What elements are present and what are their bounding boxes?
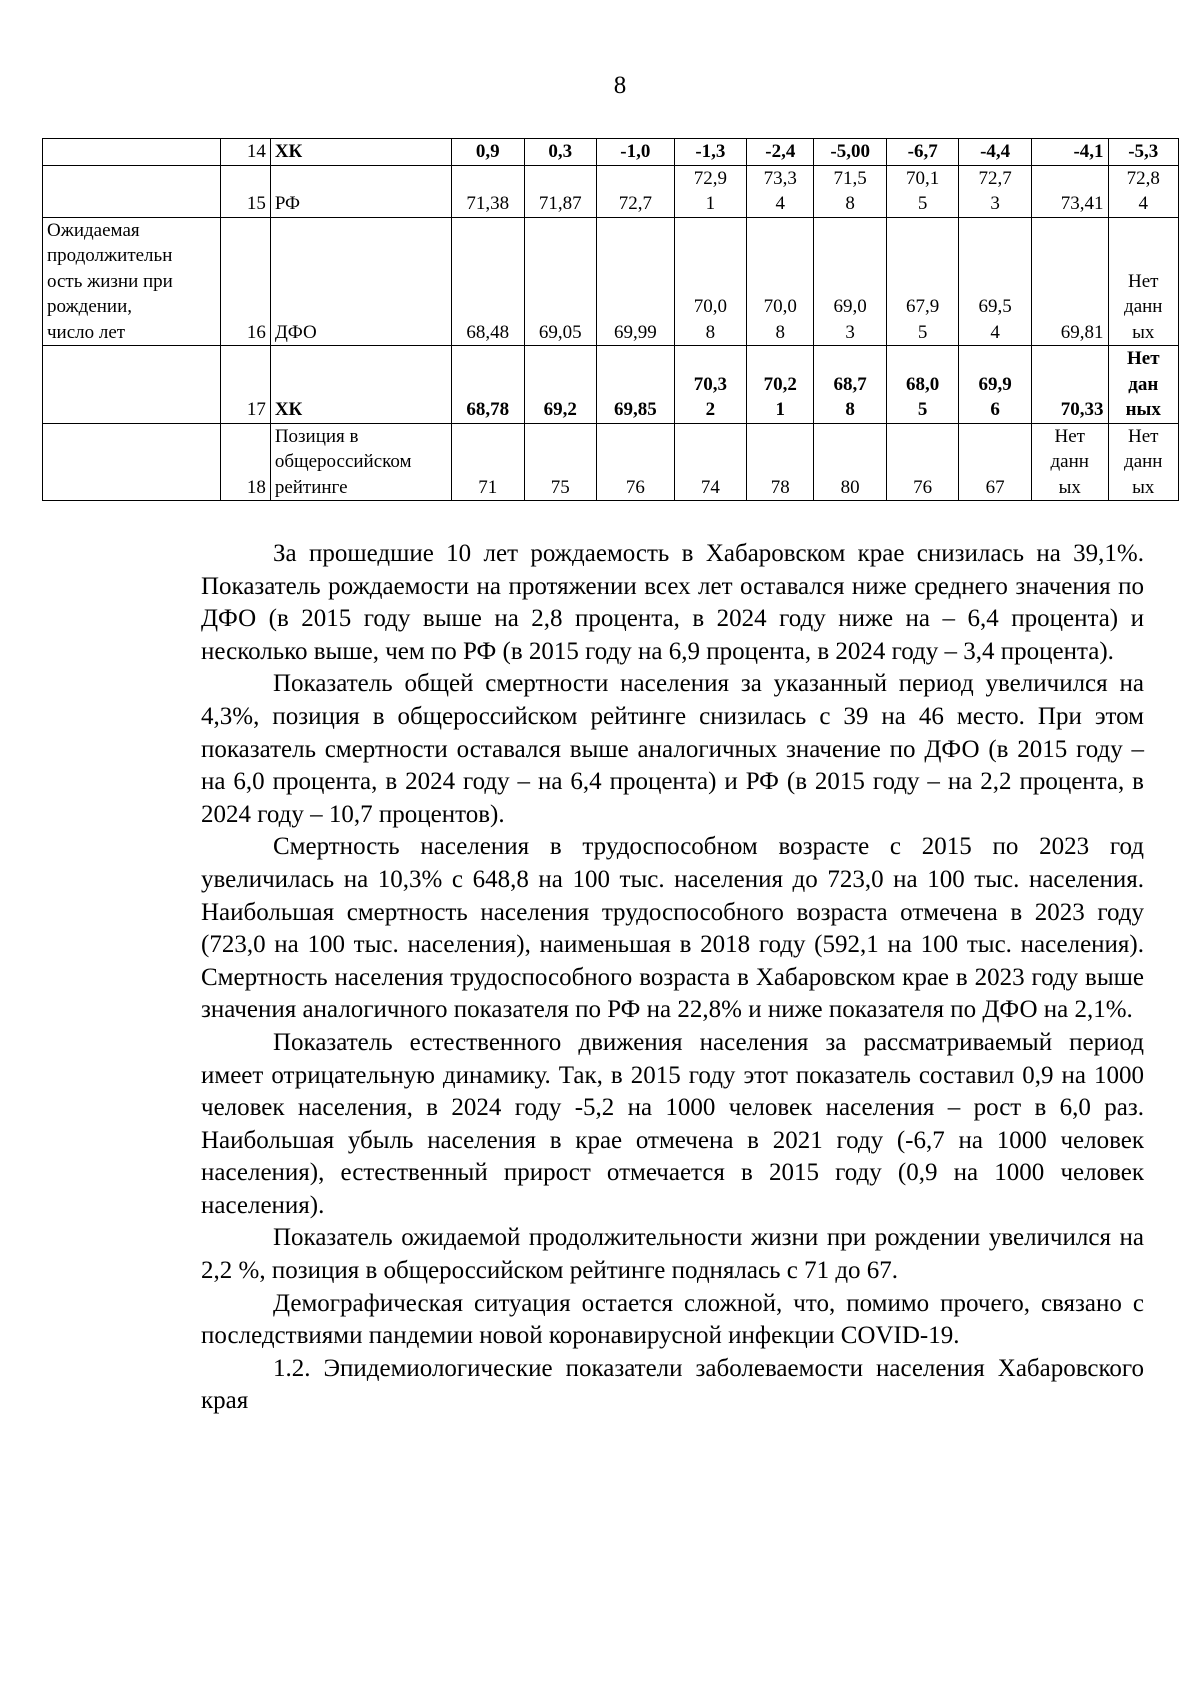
value-cell: 71 [452,423,524,501]
value-cell: 72,7 3 [959,165,1031,217]
value-cell: 0,9 [452,139,524,166]
row-number-cell: 17 [221,346,271,424]
paragraph: Показатель естественного движения населения за рассматриваемый период имеет отрицательную динамику. Так, в 2015 году этот показатель составил 0,9 на 1000 человек населения, в 2024 году -5,2 на 1000 человек населения – рост в 6,0 раз. Наибольшая убыль населения в крае отмечена в 2021 году (-6,7 на 1000 человек населения), естественный прирост отмечается в 2015 году (0,9 на 1000 человек населения). [201,1028,1144,1219]
value-cell: -5,3 [1108,139,1178,166]
value-cell: 70,3 2 [674,346,746,424]
value-cell: 70,1 5 [886,165,958,217]
paragraph: Смертность населения в трудоспособном возрасте с 2015 по 2023 год увеличилась на 10,3% с 648,8 на 100 тыс. населения до 723,0 на 100 тыс. населения. Наибольшая смертность населения трудоспособного возраста отмечена в 2023 году (723,0 на 100 тыс. населения), наименьшая в 2018 году (592,1 на 100 тыс. населения). Смертность населения трудоспособного возраста в Хабаровском крае в 2023 году выше значения аналогичного показателя по РФ на 22,8% и ниже показателя по ДФО на 2,1%. [201,833,1144,1024]
region-cell: РФ [270,165,451,217]
value-cell: -2,4 [747,139,814,166]
region-cell: Позиция в общероссийском рейтинге [270,423,451,501]
value-cell: 68,7 8 [814,346,886,424]
paragraph: Демографическая ситуация остается сложной, что, помимо прочего, связано с последствиями пандемии новой коронавирусной инфекции COVID-19. [201,1289,1144,1350]
indicator-cell [43,346,221,424]
row-number-cell: 14 [221,139,271,166]
value-cell: 78 [747,423,814,501]
value-cell: 74 [674,423,746,501]
value-cell: 73,3 4 [747,165,814,217]
value-cell: 0,3 [524,139,596,166]
value-cell: 69,5 4 [959,217,1031,346]
indicator-cell [43,165,221,217]
row-number-cell: 15 [221,165,271,217]
value-cell: -1,3 [674,139,746,166]
table-row [43,346,1179,424]
value-cell: Нет данн ых [1108,423,1178,501]
value-cell: 71,38 [452,165,524,217]
region-cell: ДФО [270,217,451,346]
region-cell: ХК [270,346,451,424]
value-cell: 67,9 5 [886,217,958,346]
row-number-cell: 18 [221,423,271,501]
value-cell: 68,48 [452,217,524,346]
page-number: 8 [613,72,627,99]
table-row [43,165,1179,217]
value-cell: 69,2 [524,346,596,424]
value-cell: 72,8 4 [1108,165,1178,217]
row-number-cell: 16 [221,217,271,346]
value-cell: 69,85 [597,346,675,424]
section-heading: 1.2. Эпидемиологические показатели заболеваемости населения Хабаровского края [201,1354,1144,1415]
paragraph: Показатель ожидаемой продолжительности жизни при рождении увеличился на 2,2 %, позиция в общероссийском рейтинге поднялась с 71 до 67. [201,1224,1144,1285]
value-cell: 76 [886,423,958,501]
value-cell: -5,00 [814,139,886,166]
indicator-cell [43,423,221,501]
value-cell: 70,33 [1031,346,1108,424]
paragraph: Показатель общей смертности населения за указанный период увеличился на 4,3%, позиция в общероссийском рейтинге снизилась с 39 на 46 место. При этом показатель смертности оставался выше аналогичных значение по ДФО (в 2015 году – на 6,0 процента, в 2024 году – на 6,4 процента) и РФ (в 2015 году – на 2,2 процента, в 2024 году – 10,7 процентов). [201,670,1144,828]
value-cell: Нет данн ых [1031,423,1108,501]
value-cell: 69,9 6 [959,346,1031,424]
value-cell: 70,2 1 [747,346,814,424]
value-cell: 75 [524,423,596,501]
value-cell: -4,1 [1031,139,1108,166]
data-table [42,138,1179,501]
table-row [43,423,1179,501]
value-cell: 71,5 8 [814,165,886,217]
value-cell: -4,4 [959,139,1031,166]
value-cell: 72,9 1 [674,165,746,217]
region-cell: ХК [270,139,451,166]
value-cell: 68,0 5 [886,346,958,424]
value-cell: 72,7 [597,165,675,217]
body-text [201,538,1144,1418]
table-row [43,139,1179,166]
value-cell: 70,0 8 [747,217,814,346]
value-cell: Нет данн ых [1108,217,1178,346]
value-cell: -6,7 [886,139,958,166]
value-cell: -1,0 [597,139,675,166]
value-cell: 71,87 [524,165,596,217]
value-cell: 73,41 [1031,165,1108,217]
paragraph: За прошедшие 10 лет рождаемость в Хабаровском крае снизилась на 39,1%. Показатель рождаемости на протяжении всех лет оставался ниже среднего значения по ДФО (в 2015 году выше на 2,8 процента, в 2024 году ниже на – 6,4 процента) и несколько выше, чем по РФ (в 2015 году на 6,9 процента, в 2024 году – 3,4 процента). [201,540,1144,665]
value-cell: 80 [814,423,886,501]
table-row [43,217,1179,346]
value-cell: 68,78 [452,346,524,424]
value-cell: 69,99 [597,217,675,346]
value-cell: 69,0 3 [814,217,886,346]
value-cell: 69,05 [524,217,596,346]
value-cell: 69,81 [1031,217,1108,346]
value-cell: 67 [959,423,1031,501]
value-cell: 70,0 8 [674,217,746,346]
value-cell: 76 [597,423,675,501]
value-cell: Нет дан ных [1108,346,1178,424]
indicator-cell [43,139,221,166]
indicator-cell: Ожидаемая продолжительн ость жизни при рождении, число лет [43,217,221,346]
